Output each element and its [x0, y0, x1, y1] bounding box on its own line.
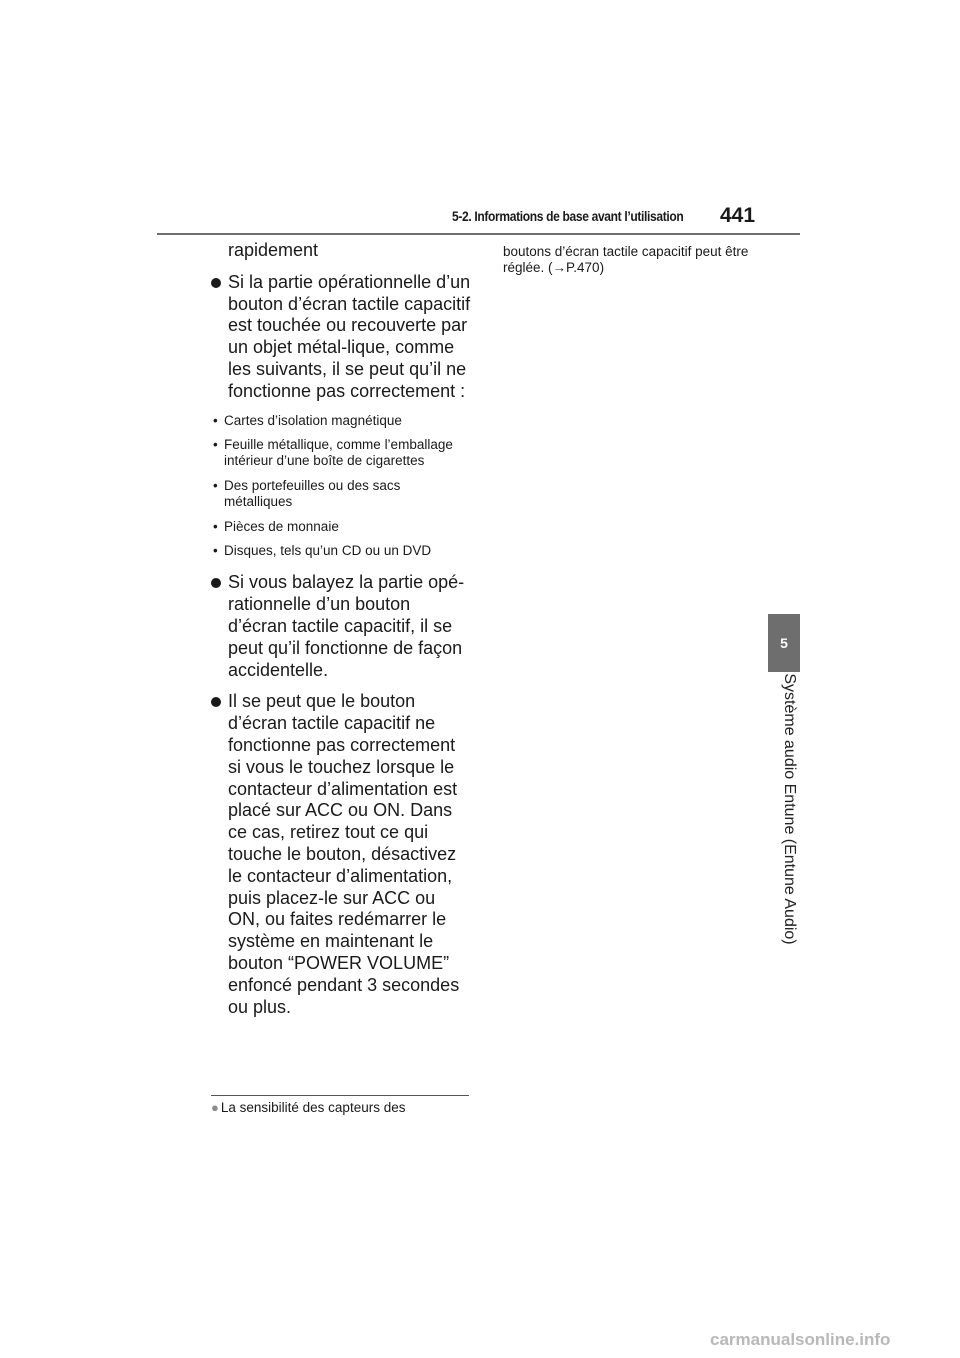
- watermark: carmanualsonline.info: [710, 1330, 891, 1349]
- right-column: [503, 244, 763, 276]
- bullet-text: Si la partie opérationnelle d’un bouton d’écran tactile capacitif est touchée ou recouverte par un objet métal-lique, comme les suivants, il se peut qu’il ne fonctionne pas correctement :: [228, 271, 471, 401]
- note-divider: [211, 1095, 469, 1096]
- page-number: 441: [720, 204, 756, 227]
- bullet-item: [211, 272, 471, 403]
- sub-list: [211, 413, 471, 560]
- note-dot-icon: ●: [211, 1100, 219, 1115]
- chapter-label: Système audio Entune (Entune Audio): [781, 673, 798, 945]
- sub-list-item: • Pièces de monnaie: [213, 518, 339, 534]
- bullet-dot-icon: [211, 278, 221, 288]
- continuation-text: rapidement: [228, 240, 319, 260]
- sub-list-item: • Disques, tels qu’un CD ou un DVD: [213, 543, 432, 559]
- note-text: La sensibilité des capteurs des: [220, 1100, 406, 1115]
- bullet-dot-icon: [211, 578, 221, 588]
- bullet-text: Si vous balayez la partie opé-rationnelle d’un bouton d’écran tactile capacitif, il se peut qu’il fonctionne de façon accidentelle.: [228, 572, 465, 680]
- header-divider: [157, 233, 800, 235]
- chapter-tab: 5: [768, 614, 800, 672]
- bullet-item: [211, 691, 471, 1018]
- section-title: 5-2. Informations de base avant l’utilisation: [452, 208, 684, 224]
- note-continuation: boutons d’écran tactile capacitif peut être réglée. (→P.470): [503, 244, 749, 275]
- note: [211, 1100, 405, 1116]
- sub-list-item: • Feuille métallique, comme l’emballage intérieur d’une boîte de cigarettes: [213, 436, 453, 469]
- left-column: [211, 240, 471, 1028]
- sub-list-item: • Cartes d’isolation magnétique: [213, 412, 402, 428]
- bullet-dot-icon: [211, 697, 221, 707]
- bullet-text: Il se peut que le bouton d’écran tactile capacitif ne fonctionne pas correctement si vous le touchez lorsque le contacteur d’alimentation est placé sur ACC ou ON. Dans ce cas, retirez tout ce qui touche le bouton, désactivez le contacteur d’alimentation, puis placez-le sur ACC ou ON, ou faites redémarrer le système en maintenant le bouton “POWER VOLUME” enfoncé pendant 3 secondes ou plus.: [228, 691, 460, 1017]
- sub-list-item: • Des portefeuilles ou des sacs métalliques: [213, 477, 401, 510]
- bullet-item: [211, 572, 471, 681]
